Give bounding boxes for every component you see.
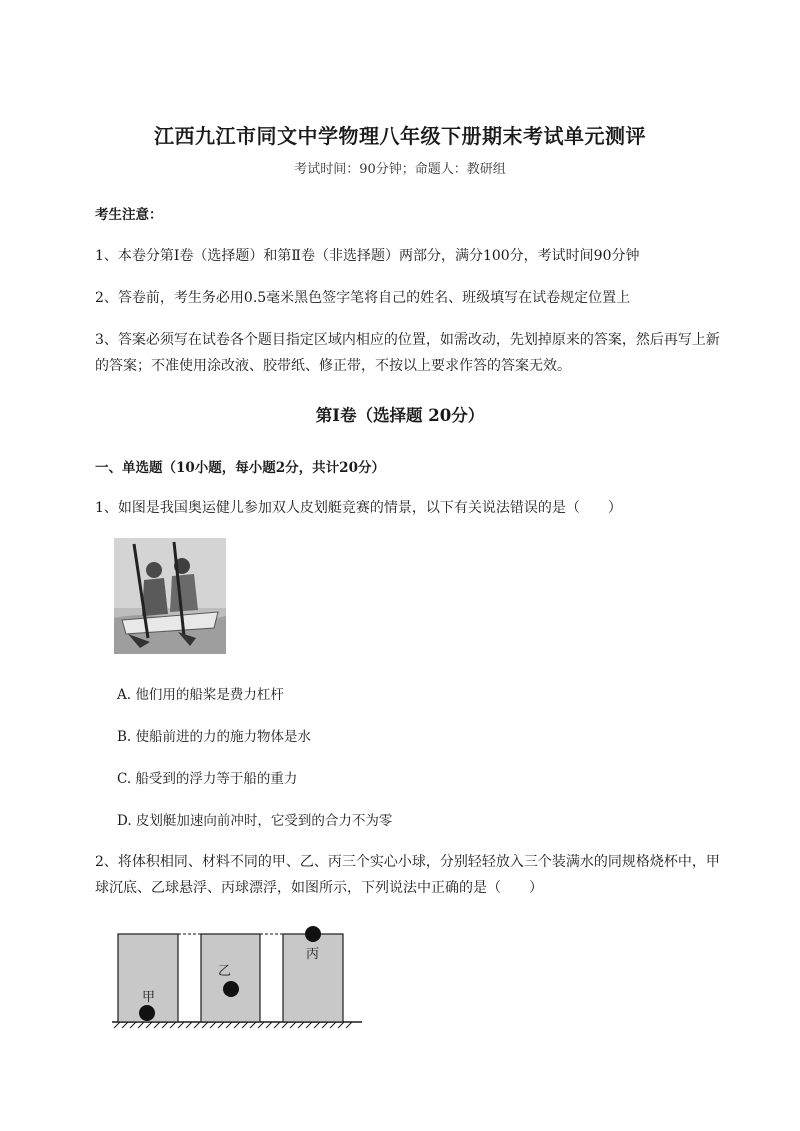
notice-item-3-continued: 的答案；不准使用涂改液、胶带纸、修正带，不按以上要求作答的答案无效。 (95, 358, 571, 374)
label-jia: 甲 (142, 990, 156, 1005)
question-1-option-a: A. 他们用的船桨是费力杠杆 (117, 687, 284, 703)
ball-jia (139, 1005, 155, 1021)
question-1-option-d: D. 皮划艇加速向前冲时，它受到的合力不为零 (117, 813, 393, 829)
question-2-stem: 2、将体积相同、材料不同的甲、乙、丙三个实心小球，分别轻轻放入三个装满水的同规格烧杯中，甲 (95, 854, 720, 870)
notice-item-3: 3、答案必须写在试卷各个题目指定区域内相应的位置，如需改动，先划掉原来的答案，然后再写上新 (95, 332, 720, 348)
ball-bing (305, 926, 321, 942)
question-1-stem: 1、如图是我国奥运健儿参加双人皮划艇竞赛的情景，以下有关说法错误的是（ ） (95, 500, 622, 516)
three-beakers-figure (112, 922, 362, 1030)
question-1-option-c: C. 船受到的浮力等于船的重力 (117, 771, 298, 787)
question-2-stem-continued: 球沉底、乙球悬浮、丙球漂浮，如图所示，下列说法中正确的是（ ） (95, 880, 543, 896)
label-bing: 丙 (306, 947, 320, 962)
page-title: 江西九江市同文中学物理八年级下册期末考试单元测评 (154, 124, 646, 148)
notice-item-2: 2、答卷前，考生务必用0.5毫米黑色签字笔将自己的姓名、班级填写在试卷规定位置上 (95, 290, 631, 306)
exam-info: 考试时间：90分钟；命题人：教研组 (294, 162, 506, 177)
ground-line (112, 1022, 362, 1028)
question-1-option-b: B. 使船前进的力的施力物体是水 (117, 729, 312, 745)
notice-heading: 考生注意： (95, 207, 163, 223)
notice-item-1: 1、本卷分第I卷（选择题）和第Ⅱ卷（非选择题）两部分，满分100分，考试时间90分钟 (95, 248, 640, 264)
question-group-heading: 一、单选题（10小题，每小题2分，共计20分） (95, 460, 385, 476)
ball-yi (223, 981, 239, 997)
label-yi: 乙 (218, 964, 232, 979)
kayak-photo (114, 538, 226, 654)
section-title: 第I卷（选择题 20分） (315, 406, 485, 425)
